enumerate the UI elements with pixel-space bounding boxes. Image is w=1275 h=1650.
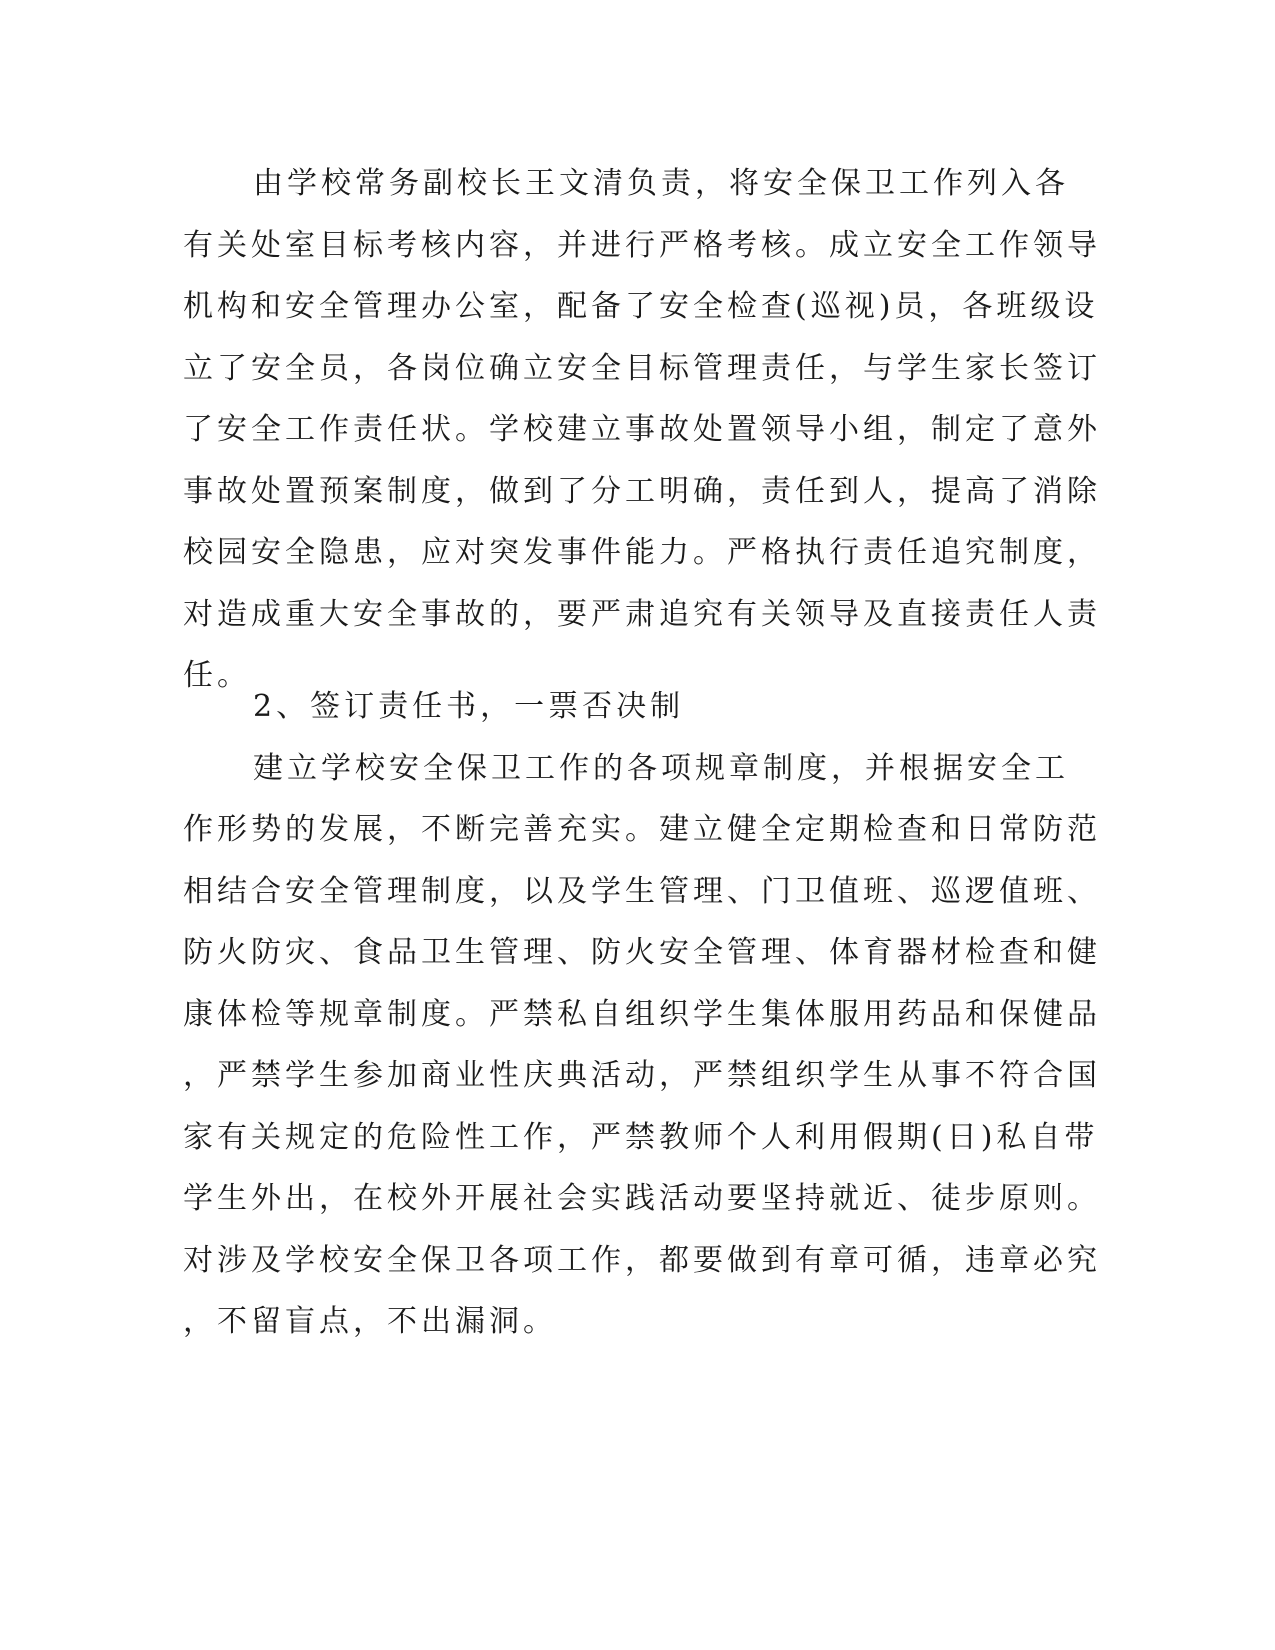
paragraph-line: 相结合安全管理制度，以及学生管理、门卫值班、巡逻值班、 bbox=[183, 873, 1101, 909]
paragraph-line: 机构和安全管理办公室，配备了安全检查(巡视)员，各班级设 bbox=[183, 289, 1099, 324]
paragraph-line: ，不留盲点，不出漏洞。 bbox=[183, 1304, 557, 1339]
paragraph-line: 防火防灾、食品卫生管理、防火安全管理、体育器材检查和健 bbox=[183, 935, 1101, 970]
paragraph-line: 家有关规定的危险性工作，严禁教师个人利用假期(日)私自带 bbox=[183, 1119, 1099, 1155]
paragraph-line: 作形势的发展，不断完善充实。建立健全定期检查和日常防范 bbox=[183, 812, 1101, 847]
paragraph-line: 建立学校安全保卫工作的各项规章制度，并根据安全工 bbox=[253, 750, 1069, 786]
paragraph-1 bbox=[183, 153, 1101, 707]
paragraph-line: 学生外出，在校外开展社会实践活动要坚持就近、徒步原则。 bbox=[183, 1181, 1101, 1216]
paragraph-line: 对涉及学校安全保卫各项工作，都要做到有章可循，违章必究 bbox=[183, 1242, 1101, 1278]
section-2 bbox=[183, 676, 1101, 1353]
paragraph-line: 有关处室目标考核内容，并进行严格考核。成立安全工作领导 bbox=[183, 227, 1101, 263]
paragraph-line: ，严禁学生参加商业性庆典活动，严禁组织学生从事不符合国 bbox=[183, 1058, 1101, 1093]
paragraph-line: 了安全工作责任状。学校建立事故处置领导小组，制定了意外 bbox=[183, 412, 1101, 447]
paragraph-line: 校园安全隐患，应对突发事件能力。严格执行责任追究制度， bbox=[183, 535, 1101, 570]
paragraph-line: 立了安全员，各岗位确立安全目标管理责任，与学生家长签订 bbox=[183, 350, 1101, 386]
paragraph-line: 对造成重大安全事故的，要严肃追究有关领导及直接责任人责 bbox=[183, 596, 1101, 632]
paragraph-line: 事故处置预案制度，做到了分工明确，责任到人，提高了消除 bbox=[183, 473, 1101, 509]
paragraph-line: 康体检等规章制度。严禁私自组织学生集体服用药品和保健品 bbox=[183, 996, 1101, 1032]
section-heading: 2、签订责任书，一票否决制 bbox=[253, 689, 685, 724]
paragraph-line: 任。 bbox=[183, 658, 251, 693]
paragraph-line: 由学校常务副校长王文清负责，将安全保卫工作列入各 bbox=[253, 166, 1069, 201]
